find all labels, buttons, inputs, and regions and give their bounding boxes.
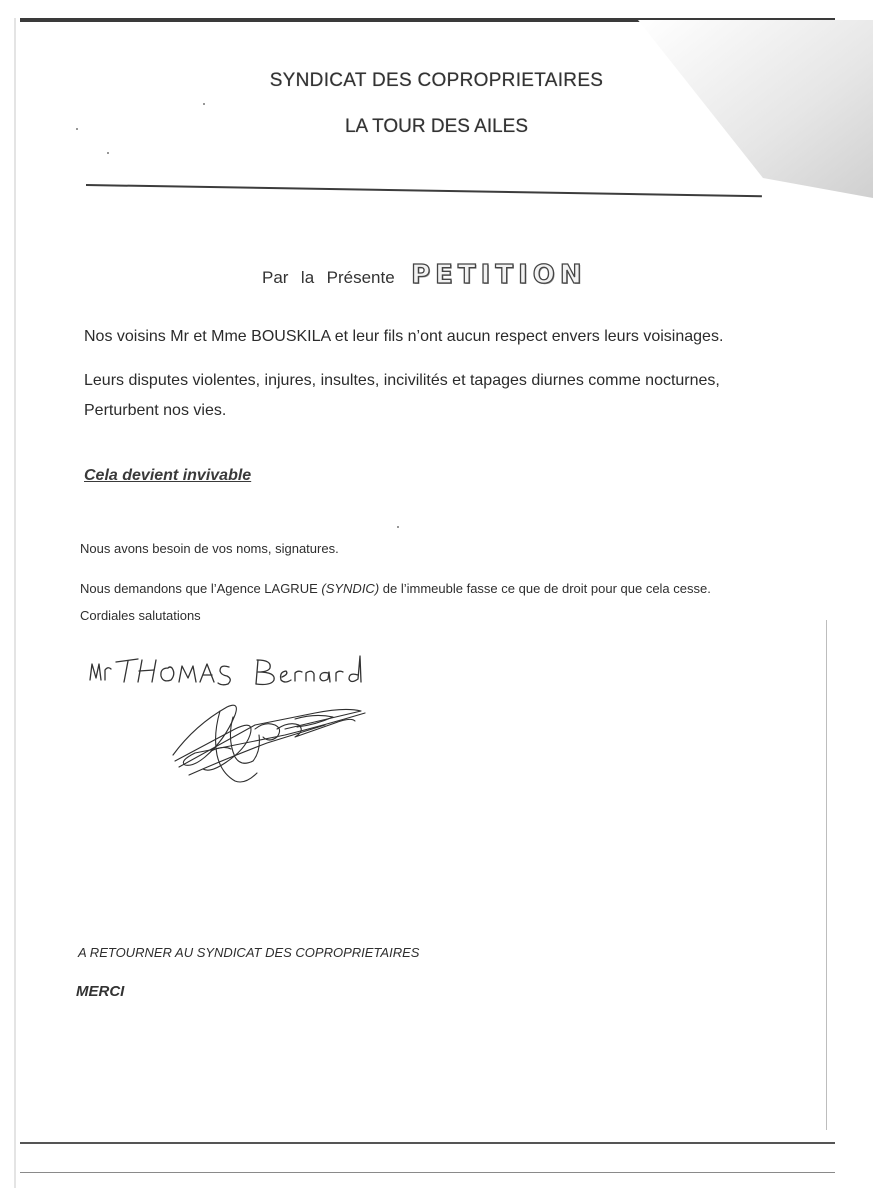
emphasis-statement: Cela devient invivable	[84, 467, 252, 484]
scan-edge-left	[14, 18, 16, 1188]
page-fold-shadow	[633, 18, 873, 198]
title-prefix-la: la	[300, 268, 315, 287]
handwritten-name	[86, 650, 386, 700]
scan-speck	[203, 103, 205, 105]
title-prefix-presente: Présente	[326, 268, 395, 287]
return-instruction: A RETOURNER AU SYNDICAT DES COPROPRIETAIRES	[78, 945, 420, 960]
note-line-2-syndic: (SYNDIC)	[321, 581, 380, 596]
body-line-3: Perturbent nos vies.	[84, 402, 227, 419]
right-margin-line	[826, 620, 827, 1130]
header-organization: SYNDICAT DES COPROPRIETAIRES	[269, 70, 604, 91]
body-line-2: Leurs disputes violentes, injures, insultes, incivilités et tapages diurnes comme nocturnes,	[84, 372, 720, 389]
header-building: LA TOUR DES AILES	[344, 116, 529, 137]
signature	[165, 695, 375, 785]
note-line-3: Cordiales salutations	[80, 608, 201, 623]
scan-edge-bottom-secondary	[20, 1172, 835, 1173]
scan-speck	[107, 152, 109, 154]
closing-thanks: MERCI	[76, 983, 125, 1000]
note-line-2-start: Nous demandons que l’Agence LAGRUE	[80, 581, 322, 596]
scan-speck	[397, 526, 399, 528]
scan-edge-bottom	[20, 1142, 835, 1144]
title-prefix-par: Par	[262, 268, 289, 287]
title-main: PETITION	[411, 260, 587, 290]
petition-title	[262, 260, 662, 290]
body-line-1: Nos voisins Mr et Mme BOUSKILA et leur fils n’ont aucun respect envers leurs voisinages.	[84, 328, 724, 345]
note-line-2-end: de l’immeuble fasse ce que de droit pour que cela cesse.	[379, 581, 711, 596]
note-line-2	[80, 581, 711, 596]
note-line-1: Nous avons besoin de vos noms, signatures.	[80, 541, 339, 556]
